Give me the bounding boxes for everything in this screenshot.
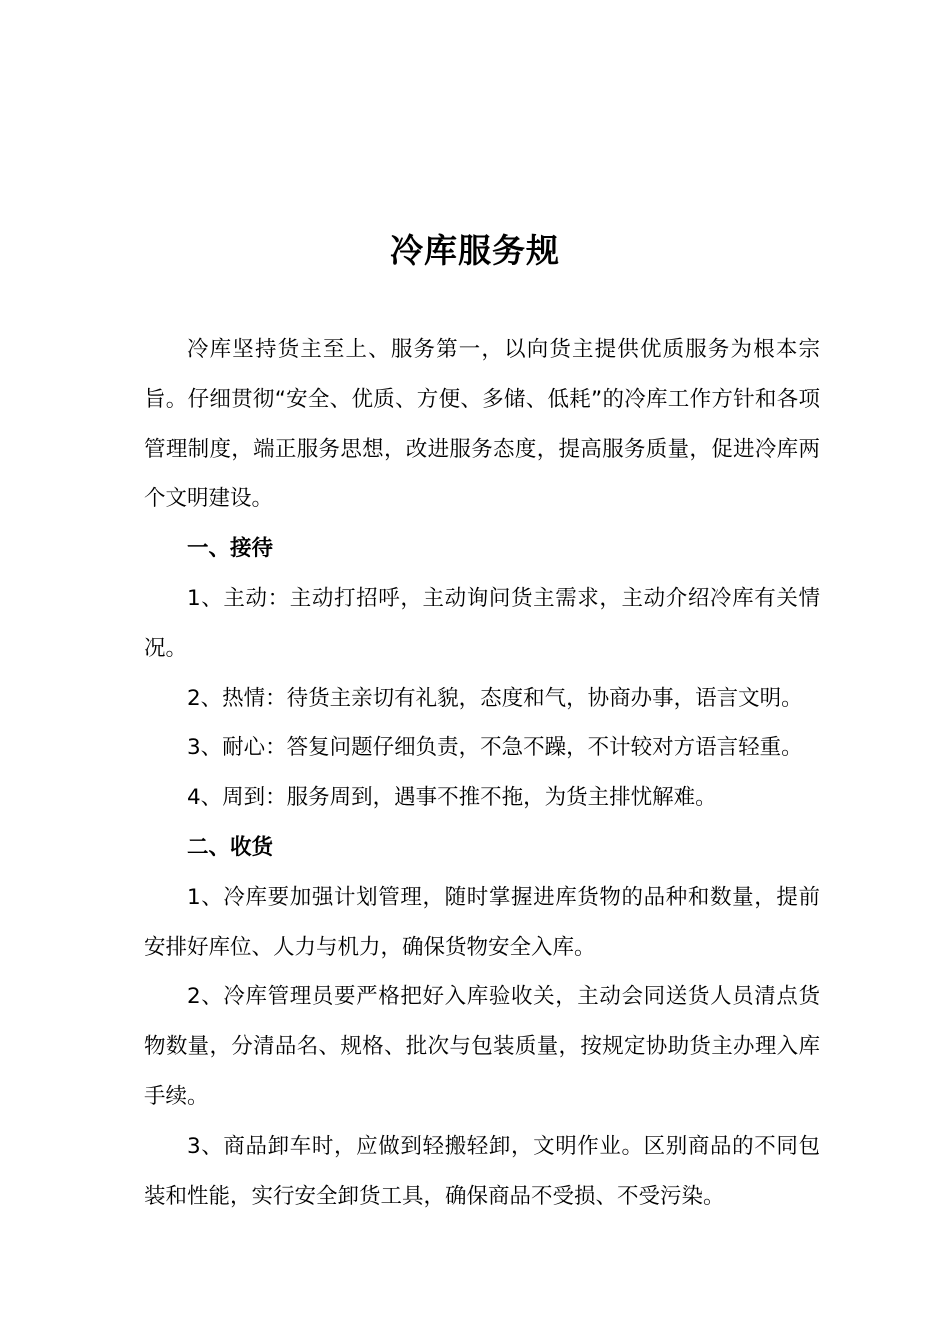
list-item: 4、周到：服务周到，遇事不推不拖，为货主排忧解难。 <box>187 785 717 811</box>
document-body <box>144 325 820 1221</box>
list-item: 1、主动：主动打招呼，主动询问货主需求，主动介绍冷库有关情况。 <box>144 585 820 661</box>
section-heading-receiving: 二、收货 <box>187 834 274 860</box>
list-item: 2、热情：待货主亲切有礼貌，态度和气，协商办事，语言文明。 <box>187 685 803 711</box>
list-item: 1、冷库要加强计划管理，随时掌握进库货物的品种和数量，提前安排好库位、人力与机力，确保货物安全入库。 <box>144 884 820 960</box>
document-title: 冷库服务规 <box>390 231 560 270</box>
section-heading-reception: 一、接待 <box>187 536 274 562</box>
list-item: 2、冷库管理员要严格把好入库验收关，主动会同送货人员清点货物数量，分清品名、规格、批次与包装质量，按规定协助货主办理入库手续。 <box>144 984 820 1109</box>
intro-paragraph: 冷库坚持货主至上、服务第一，以向货主提供优质服务为根本宗旨。仔细贯彻“安全、优质、方便、多储、低耗”的冷库工作方针和各项管理制度，端正服务思想，改进服务态度，提高服务质量，促进冷库两个文明建设。 <box>144 337 820 512</box>
list-item: 3、商品卸车时，应做到轻搬轻卸，文明作业。区别商品的不同包装和性能，实行安全卸货工具，确保商品不受损、不受污染。 <box>144 1133 820 1209</box>
list-item: 3、耐心：答复问题仔细负责，不急不躁，不计较对方语言轻重。 <box>187 735 803 761</box>
